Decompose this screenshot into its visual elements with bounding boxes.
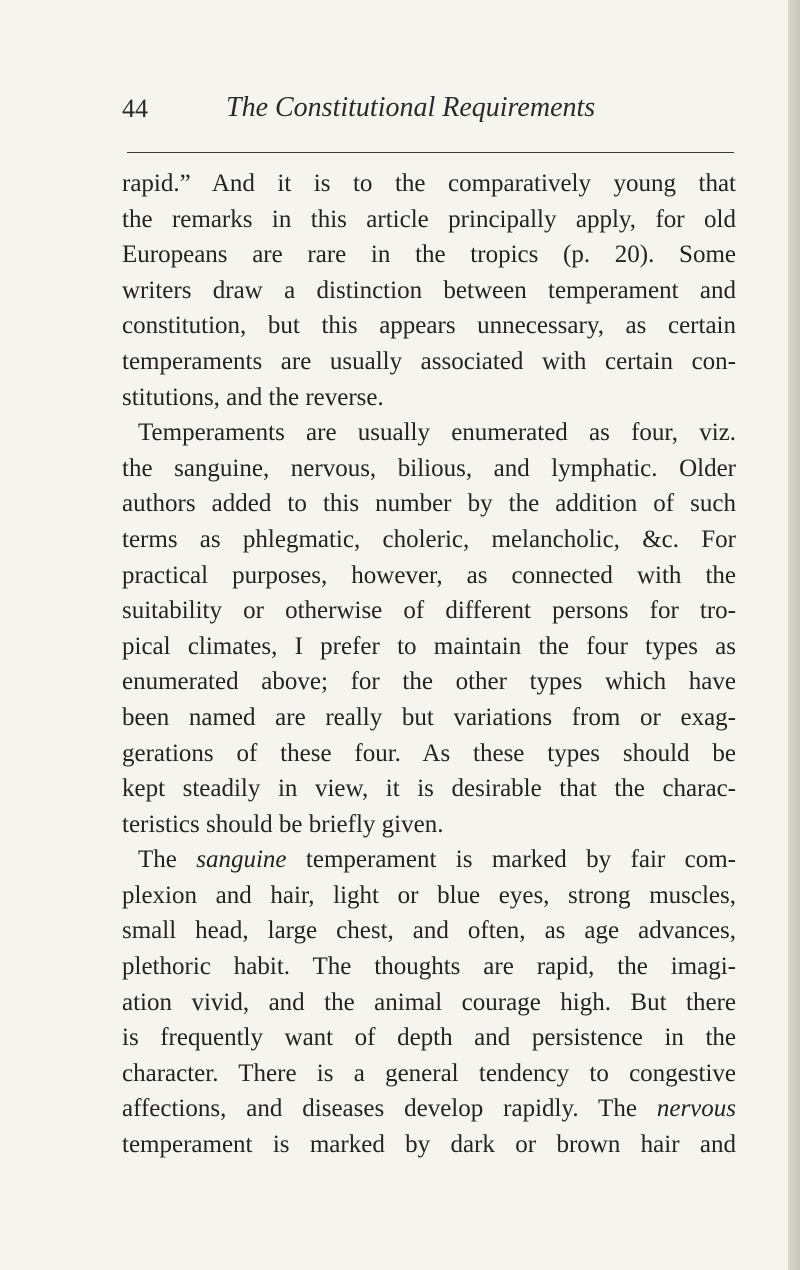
text-line: is frequently want of depth and persistence in the — [122, 1024, 736, 1052]
body-text — [122, 166, 736, 1163]
text-line: constitution, but this appears unnecessary, as certain — [122, 312, 736, 340]
text-line: writers draw a distinction between temperament and — [122, 276, 736, 304]
text-run: temperament is marked by fair com- — [286, 846, 736, 874]
text-line: ation vivid, and the animal courage high. But there — [122, 988, 736, 1016]
text-line: plethoric habit. The thoughts are rapid, the imagi- — [122, 953, 736, 981]
italic-term: nervous — [656, 1095, 736, 1123]
italic-term: sanguine — [196, 846, 287, 874]
text-line: kept steadily in view, it is desirable that the charac- — [122, 775, 736, 803]
text-line: authors added to this number by the addition of such — [122, 490, 736, 518]
text-line: suitability or otherwise of different persons for tro- — [122, 597, 736, 625]
text-line: rapid.” And it is to the comparatively young that — [122, 170, 736, 197]
text-line — [122, 842, 736, 878]
text-line: temperament is marked by dark or brown hair and — [122, 1131, 736, 1159]
text-line: been named are really but variations from or exag- — [122, 703, 736, 731]
text-line: plexion and hair, light or blue eyes, strong muscles, — [122, 881, 736, 909]
text-line: character. There is a general tendency to congestive — [122, 1059, 736, 1087]
page-header — [0, 92, 788, 132]
text-line: temperaments are usually associated with certain con- — [122, 347, 736, 375]
page-edge — [788, 0, 800, 1270]
text-line: gerations of these four. As these types should be — [122, 739, 736, 767]
text-line: the remarks in this article principally apply, for old — [122, 205, 736, 233]
text-line: teristics should be briefly given. — [122, 810, 444, 838]
text-line: Temperaments are usually enumerated as four, viz. — [138, 419, 736, 447]
text-line: Europeans are rare in the tropics (p. 20). Some — [122, 241, 736, 269]
text-line: practical purposes, however, as connected with the — [122, 561, 736, 589]
text-line: small head, large chest, and often, as age advances, — [122, 917, 736, 945]
text-run: The — [138, 846, 197, 874]
running-title: The Constitutional Requirements — [226, 92, 596, 123]
text-line — [122, 1091, 736, 1127]
text-line: terms as phlegmatic, choleric, melancholic, &c. For — [122, 525, 736, 553]
text-line: pical climates, I prefer to maintain the four types as — [122, 632, 736, 660]
text-line: the sanguine, nervous, bilious, and lymphatic. Older — [122, 454, 736, 482]
text-line: stitutions, and the reverse. — [122, 383, 384, 411]
text-line: enumerated above; for the other types which have — [122, 668, 736, 696]
header-rule — [127, 152, 734, 153]
text-run: affections, and diseases develop rapidly. The — [122, 1095, 657, 1123]
page-number: 44 — [122, 94, 148, 123]
